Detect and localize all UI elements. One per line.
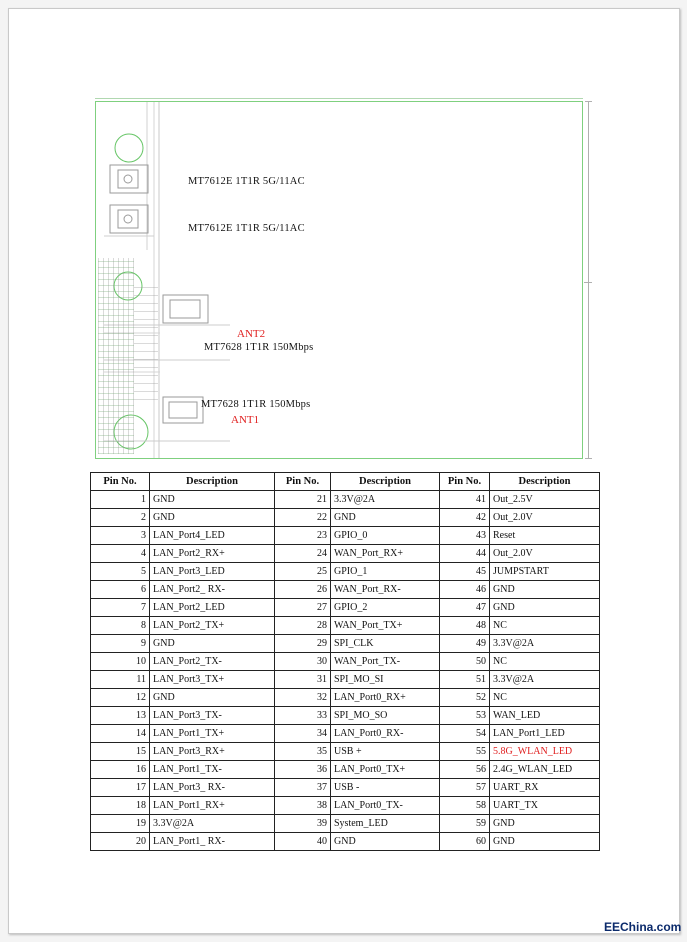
pin-number-cell: 24 <box>275 545 331 563</box>
pin-number-cell: 6 <box>91 581 150 599</box>
pin-number-cell: 52 <box>440 689 490 707</box>
pin-number-cell: 42 <box>440 509 490 527</box>
pin-description-cell: GND <box>331 509 440 527</box>
pin-number-cell: 8 <box>91 617 150 635</box>
pin-description-cell: LAN_Port3_TX- <box>150 707 275 725</box>
pin-number-cell: 18 <box>91 797 150 815</box>
pin-description-cell: Reset <box>490 527 600 545</box>
pin-number-cell: 26 <box>275 581 331 599</box>
pin-description-cell: WAN_Port_RX+ <box>331 545 440 563</box>
pin-description-cell: GND <box>490 833 600 851</box>
pin-description-cell: 3.3V@2A <box>490 635 600 653</box>
pin-description-cell: WAN_Port_TX- <box>331 653 440 671</box>
pin-description-cell: 3.3V@2A <box>490 671 600 689</box>
table-row <box>91 491 600 509</box>
rf-shield-1 <box>110 165 148 193</box>
pin-number-cell: 5 <box>91 563 150 581</box>
pin-description-cell: GND <box>150 491 275 509</box>
pin-number-cell: 55 <box>440 743 490 761</box>
pin-description-cell: LAN_Port1_ RX- <box>150 833 275 851</box>
table-row <box>91 581 600 599</box>
pin-description-cell: LAN_Port0_RX+ <box>331 689 440 707</box>
connector-pad-array-2 <box>134 280 158 400</box>
table-row <box>91 779 600 797</box>
pin-description-cell: LAN_Port2_LED <box>150 599 275 617</box>
pin-number-cell: 2 <box>91 509 150 527</box>
pin-description-cell: Out_2.0V <box>490 509 600 527</box>
pin-number-cell: 4 <box>91 545 150 563</box>
pin-description-cell: LAN_Port2_TX- <box>150 653 275 671</box>
pin-number-cell: 29 <box>275 635 331 653</box>
pin-number-cell: 33 <box>275 707 331 725</box>
pin-number-cell: 56 <box>440 761 490 779</box>
pin-description-cell: GND <box>150 635 275 653</box>
pin-number-cell: 57 <box>440 779 490 797</box>
pin-description-cell: LAN_Port1_TX- <box>150 761 275 779</box>
pin-number-cell: 22 <box>275 509 331 527</box>
antenna-label-ant1: ANT1 <box>231 414 260 426</box>
pin-number-cell: 40 <box>275 833 331 851</box>
pin-number-cell: 50 <box>440 653 490 671</box>
pin-table-body <box>91 491 600 851</box>
table-row <box>91 815 600 833</box>
pin-number-cell: 34 <box>275 725 331 743</box>
pin-number-cell: 51 <box>440 671 490 689</box>
pin-number-cell: 28 <box>275 617 331 635</box>
pin-description-cell: LAN_Port2_RX+ <box>150 545 275 563</box>
watermark: EEChina.com <box>604 920 682 934</box>
header-description-3: Description <box>490 473 600 491</box>
table-row <box>91 761 600 779</box>
pin-description-cell: GND <box>490 815 600 833</box>
pin-number-cell: 39 <box>275 815 331 833</box>
pin-description-cell: SPI_MO_SI <box>331 671 440 689</box>
pin-number-cell: 35 <box>275 743 331 761</box>
pin-description-cell: WAN_Port_TX+ <box>331 617 440 635</box>
pin-description-cell: LAN_Port4_LED <box>150 527 275 545</box>
table-row <box>91 671 600 689</box>
chip-label-mt7612e-2: MT7612E 1T1R 5G/11AC <box>188 223 305 234</box>
pin-number-cell: 58 <box>440 797 490 815</box>
pin-description-cell: LAN_Port3_ RX- <box>150 779 275 797</box>
pin-description-cell: LAN_Port1_RX+ <box>150 797 275 815</box>
table-row <box>91 707 600 725</box>
pin-description-cell: 5.8G_WLAN_LED <box>490 743 600 761</box>
pin-number-cell: 41 <box>440 491 490 509</box>
table-row <box>91 527 600 545</box>
pin-number-cell: 38 <box>275 797 331 815</box>
header-description-1: Description <box>150 473 275 491</box>
rf-shield-2 <box>110 205 148 233</box>
pin-description-cell: UART_RX <box>490 779 600 797</box>
pin-number-cell: 3 <box>91 527 150 545</box>
pin-number-cell: 15 <box>91 743 150 761</box>
pin-number-cell: 12 <box>91 689 150 707</box>
pin-description-cell: USB - <box>331 779 440 797</box>
pin-description-cell: GPIO_0 <box>331 527 440 545</box>
chip-outline-mt7628-b <box>163 397 203 423</box>
pin-number-cell: 43 <box>440 527 490 545</box>
pin-table <box>90 472 600 851</box>
pin-number-cell: 44 <box>440 545 490 563</box>
pin-number-cell: 49 <box>440 635 490 653</box>
connector-pad-array <box>98 258 134 454</box>
pin-description-cell: LAN_Port2_ RX- <box>150 581 275 599</box>
pin-number-cell: 23 <box>275 527 331 545</box>
pin-description-cell: GPIO_2 <box>331 599 440 617</box>
header-pin-no-2: Pin No. <box>275 473 331 491</box>
pin-description-cell: LAN_Port0_RX- <box>331 725 440 743</box>
chip-label-mt7628-1: MT7628 1T1R 150Mbps <box>204 342 314 353</box>
pin-number-cell: 59 <box>440 815 490 833</box>
pin-number-cell: 20 <box>91 833 150 851</box>
pin-number-cell: 1 <box>91 491 150 509</box>
pin-number-cell: 9 <box>91 635 150 653</box>
pin-description-cell: GND <box>150 689 275 707</box>
pin-number-cell: 45 <box>440 563 490 581</box>
pin-description-cell: USB + <box>331 743 440 761</box>
pin-number-cell: 13 <box>91 707 150 725</box>
pin-number-cell: 37 <box>275 779 331 797</box>
pin-description-cell: 2.4G_WLAN_LED <box>490 761 600 779</box>
table-row <box>91 599 600 617</box>
pin-description-cell: GPIO_1 <box>331 563 440 581</box>
table-row <box>91 509 600 527</box>
pin-description-cell: LAN_Port0_TX- <box>331 797 440 815</box>
chip-label-mt7612e-1: MT7612E 1T1R 5G/11AC <box>188 176 305 187</box>
header-description-2: Description <box>331 473 440 491</box>
pin-description-cell: GND <box>490 599 600 617</box>
pin-description-cell: LAN_Port3_LED <box>150 563 275 581</box>
pin-table-header <box>91 473 600 491</box>
pin-description-cell: 3.3V@2A <box>150 815 275 833</box>
pin-description-cell: LAN_Port2_TX+ <box>150 617 275 635</box>
pin-number-cell: 53 <box>440 707 490 725</box>
pin-description-cell: NC <box>490 617 600 635</box>
table-row <box>91 743 600 761</box>
pin-description-cell: NC <box>490 653 600 671</box>
pin-number-cell: 48 <box>440 617 490 635</box>
pin-description-cell: LAN_Port0_TX+ <box>331 761 440 779</box>
pin-description-cell: SPI_CLK <box>331 635 440 653</box>
table-row <box>91 635 600 653</box>
pin-description-cell: LAN_Port1_TX+ <box>150 725 275 743</box>
pin-number-cell: 25 <box>275 563 331 581</box>
pin-description-cell: System_LED <box>331 815 440 833</box>
table-row <box>91 653 600 671</box>
table-row <box>91 725 600 743</box>
pin-description-cell: LAN_Port3_TX+ <box>150 671 275 689</box>
pin-description-cell: 3.3V@2A <box>331 491 440 509</box>
antenna-connector-1 <box>115 134 143 162</box>
pin-number-cell: 19 <box>91 815 150 833</box>
pin-description-cell: LAN_Port1_LED <box>490 725 600 743</box>
table-row <box>91 689 600 707</box>
pin-number-cell: 14 <box>91 725 150 743</box>
pin-number-cell: 31 <box>275 671 331 689</box>
pin-number-cell: 7 <box>91 599 150 617</box>
table-row <box>91 797 600 815</box>
pin-number-cell: 17 <box>91 779 150 797</box>
pin-description-cell: JUMPSTART <box>490 563 600 581</box>
pin-number-cell: 11 <box>91 671 150 689</box>
table-row <box>91 545 600 563</box>
header-pin-no-3: Pin No. <box>440 473 490 491</box>
pin-number-cell: 10 <box>91 653 150 671</box>
pin-description-cell: GND <box>490 581 600 599</box>
antenna-label-ant2: ANT2 <box>237 328 266 340</box>
header-pin-no-1: Pin No. <box>91 473 150 491</box>
pin-description-cell: GND <box>331 833 440 851</box>
pin-number-cell: 36 <box>275 761 331 779</box>
table-row <box>91 833 600 851</box>
pin-number-cell: 32 <box>275 689 331 707</box>
pin-number-cell: 16 <box>91 761 150 779</box>
pin-description-cell: NC <box>490 689 600 707</box>
pin-number-cell: 27 <box>275 599 331 617</box>
pin-description-cell: UART_TX <box>490 797 600 815</box>
pin-number-cell: 47 <box>440 599 490 617</box>
pin-description-cell: LAN_Port3_RX+ <box>150 743 275 761</box>
pin-description-cell: Out_2.5V <box>490 491 600 509</box>
table-row <box>91 617 600 635</box>
table-row <box>91 563 600 581</box>
pin-description-cell: WAN_Port_RX- <box>331 581 440 599</box>
pin-description-cell: Out_2.0V <box>490 545 600 563</box>
pin-number-cell: 46 <box>440 581 490 599</box>
pin-description-cell: SPI_MO_SO <box>331 707 440 725</box>
pin-description-cell: GND <box>150 509 275 527</box>
pin-number-cell: 54 <box>440 725 490 743</box>
pin-number-cell: 30 <box>275 653 331 671</box>
pin-number-cell: 60 <box>440 833 490 851</box>
chip-label-mt7628-2: MT7628 1T1R 150Mbps <box>201 399 311 410</box>
chip-outline-mt7628-a <box>163 295 208 323</box>
pin-number-cell: 21 <box>275 491 331 509</box>
pin-description-cell: WAN_LED <box>490 707 600 725</box>
